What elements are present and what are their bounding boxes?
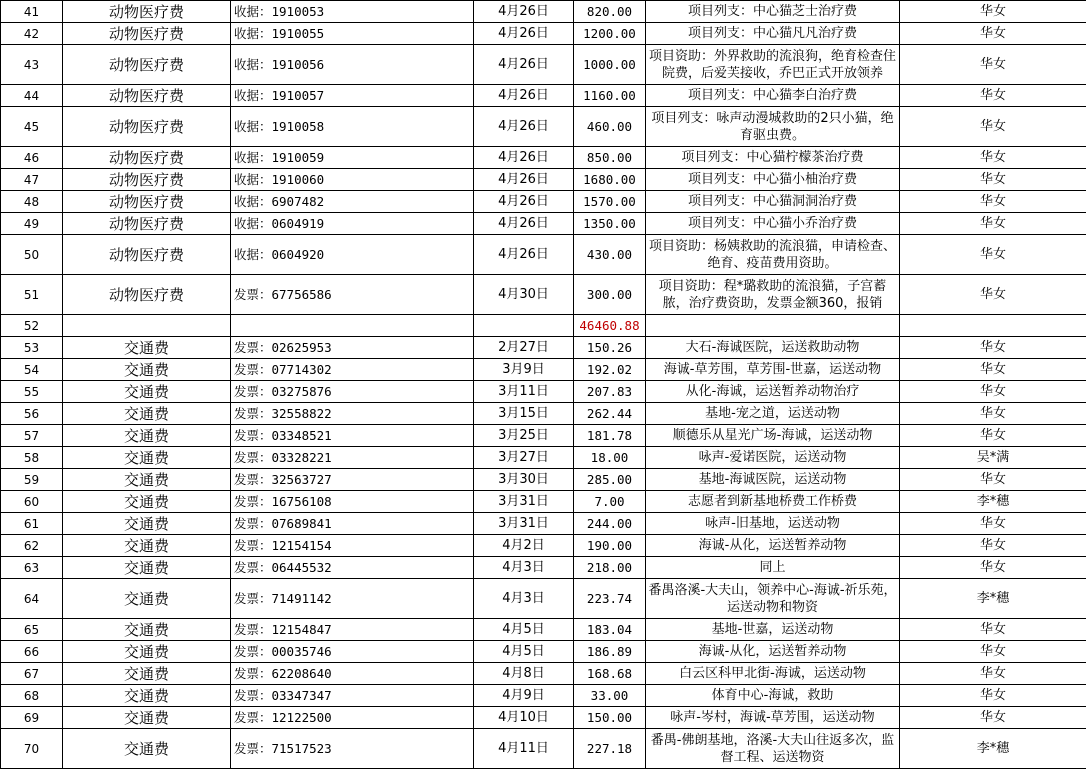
handler-cell[interactable]: 李*穗 [900,729,1086,769]
handler-cell[interactable]: 华女 [900,641,1086,663]
date-cell[interactable]: 3月25日 [474,425,574,447]
row-number-cell[interactable]: 43 [1,45,63,85]
table-row [1,1,1086,23]
amount-cell[interactable]: 223.74 [574,579,646,619]
date-cell[interactable]: 3月27日 [474,447,574,469]
description-cell[interactable]: 海诚-从化，运送暂养动物 [646,535,900,557]
row-number-cell[interactable]: 47 [1,169,63,191]
category-cell[interactable]: 交通费 [63,381,231,403]
row-number-cell[interactable]: 63 [1,557,63,579]
table-row [1,381,1086,403]
table-row [1,685,1086,707]
handler-cell[interactable]: 华女 [900,685,1086,707]
table-row [1,45,1086,85]
handler-cell[interactable]: 李*穗 [900,579,1086,619]
table-row [1,235,1086,275]
date-cell[interactable]: 4月30日 [474,275,574,315]
row-number-cell[interactable]: 55 [1,381,63,403]
description-cell[interactable]: 项目资助：外界救助的流浪狗，绝育检查住院费，后爱芙接收，乔巴正式开放领养 [646,45,900,85]
date-cell[interactable]: 4月26日 [474,213,574,235]
row-number-cell[interactable]: 49 [1,213,63,235]
amount-cell[interactable]: 300.00 [574,275,646,315]
amount-cell[interactable]: 1350.00 [574,213,646,235]
handler-cell[interactable]: 华女 [900,23,1086,45]
row-number-cell[interactable]: 65 [1,619,63,641]
amount-cell[interactable]: 183.04 [574,619,646,641]
amount-cell[interactable]: 207.83 [574,381,646,403]
table-row [1,579,1086,619]
row-number-cell[interactable]: 61 [1,513,63,535]
date-cell[interactable]: 4月26日 [474,235,574,275]
category-cell[interactable]: 交通费 [63,359,231,381]
date-cell[interactable]: 4月2日 [474,535,574,557]
category-cell[interactable]: 动物医疗费 [63,147,231,169]
receipt-number-cell[interactable]: 发票：00035746 [231,641,474,663]
category-cell[interactable]: 交通费 [63,403,231,425]
category-cell[interactable]: 交通费 [63,469,231,491]
table-row [1,147,1086,169]
handler-cell[interactable]: 华女 [900,557,1086,579]
date-cell[interactable]: 4月26日 [474,147,574,169]
handler-cell[interactable]: 华女 [900,191,1086,213]
description-cell[interactable]: 顺德乐从星光广场-海诚，运送动物 [646,425,900,447]
row-number-cell[interactable]: 48 [1,191,63,213]
date-cell[interactable]: 4月8日 [474,663,574,685]
category-cell[interactable]: 动物医疗费 [63,1,231,23]
table-row [1,641,1086,663]
receipt-number-cell[interactable]: 收据：1910055 [231,23,474,45]
amount-cell[interactable]: 1570.00 [574,191,646,213]
table-row [1,191,1086,213]
total-amount-cell[interactable]: 46460.88 [574,315,646,337]
category-cell[interactable]: 交通费 [63,425,231,447]
amount-cell[interactable]: 192.02 [574,359,646,381]
description-cell[interactable]: 项目资助：杨姨救助的流浪猫，申请检查、绝育、疫苗费用资助。 [646,235,900,275]
row-number-cell[interactable]: 41 [1,1,63,23]
description-cell[interactable]: 番禺-佛朗基地，洛溪-大夫山往返多次，监督工程、运送物资 [646,729,900,769]
description-cell[interactable]: 海诚-从化，运送暂养动物 [646,641,900,663]
description-cell[interactable]: 基地-世嘉，运送动物 [646,619,900,641]
row-number-cell[interactable]: 62 [1,535,63,557]
amount-cell[interactable]: 186.89 [574,641,646,663]
handler-cell[interactable]: 华女 [900,147,1086,169]
receipt-number-cell[interactable]: 发票：32563727 [231,469,474,491]
category-cell[interactable]: 动物医疗费 [63,235,231,275]
receipt-number-cell[interactable]: 收据：1910060 [231,169,474,191]
description-cell[interactable]: 白云区科甲北街-海诚，运送动物 [646,663,900,685]
receipt-number-cell[interactable]: 发票：06445532 [231,557,474,579]
receipt-number-cell[interactable]: 发票：07714302 [231,359,474,381]
table-row [1,513,1086,535]
handler-cell[interactable] [900,315,1086,337]
handler-cell[interactable]: 华女 [900,535,1086,557]
date-cell[interactable]: 3月30日 [474,469,574,491]
handler-cell[interactable]: 华女 [900,381,1086,403]
category-cell[interactable]: 交通费 [63,619,231,641]
description-cell[interactable]: 咏声-旧基地，运送动物 [646,513,900,535]
category-cell[interactable]: 动物医疗费 [63,169,231,191]
table-row [1,359,1086,381]
handler-cell[interactable]: 华女 [900,425,1086,447]
row-number-cell[interactable]: 60 [1,491,63,513]
amount-cell[interactable]: 1200.00 [574,23,646,45]
category-cell[interactable]: 动物医疗费 [63,213,231,235]
date-cell[interactable]: 4月26日 [474,107,574,147]
category-cell[interactable]: 动物医疗费 [63,275,231,315]
row-number-cell[interactable]: 42 [1,23,63,45]
table-row [1,663,1086,685]
date-cell[interactable]: 3月31日 [474,513,574,535]
description-cell[interactable]: 从化-海诚，运送暂养动物治疗 [646,381,900,403]
amount-cell[interactable]: 33.00 [574,685,646,707]
handler-cell[interactable]: 华女 [900,275,1086,315]
amount-cell[interactable]: 150.00 [574,707,646,729]
category-cell[interactable]: 交通费 [63,447,231,469]
table-row [1,213,1086,235]
date-cell[interactable]: 3月9日 [474,359,574,381]
amount-cell[interactable]: 1680.00 [574,169,646,191]
date-cell[interactable]: 4月26日 [474,45,574,85]
date-cell[interactable]: 4月5日 [474,641,574,663]
receipt-number-cell[interactable]: 收据：6907482 [231,191,474,213]
handler-cell[interactable]: 华女 [900,235,1086,275]
row-number-cell[interactable]: 64 [1,579,63,619]
handler-cell[interactable]: 华女 [900,337,1086,359]
table-row [1,707,1086,729]
row-number-cell[interactable]: 50 [1,235,63,275]
receipt-number-cell[interactable]: 发票：12122500 [231,707,474,729]
description-cell[interactable]: 番禺洛溪-大夫山，领养中心-海诚-祈乐苑，运送动物和物资 [646,579,900,619]
receipt-number-cell[interactable]: 收据：1910056 [231,45,474,85]
amount-cell[interactable]: 190.00 [574,535,646,557]
description-cell[interactable]: 基地-海诚医院，运送动物 [646,469,900,491]
receipt-number-cell[interactable]: 发票：03275876 [231,381,474,403]
amount-cell[interactable]: 1000.00 [574,45,646,85]
category-cell[interactable]: 交通费 [63,557,231,579]
handler-cell[interactable]: 华女 [900,107,1086,147]
handler-cell[interactable]: 华女 [900,169,1086,191]
handler-cell[interactable]: 华女 [900,619,1086,641]
date-cell[interactable]: 4月11日 [474,729,574,769]
handler-cell[interactable]: 华女 [900,85,1086,107]
handler-cell[interactable]: 华女 [900,1,1086,23]
handler-cell[interactable]: 华女 [900,707,1086,729]
category-cell[interactable]: 动物医疗费 [63,45,231,85]
row-number-cell[interactable]: 67 [1,663,63,685]
table-row [1,491,1086,513]
category-cell[interactable]: 动物医疗费 [63,85,231,107]
table-row [1,729,1086,769]
amount-cell[interactable]: 262.44 [574,403,646,425]
row-number-cell[interactable]: 56 [1,403,63,425]
date-cell[interactable]: 3月15日 [474,403,574,425]
description-cell[interactable]: 项目列支：中心猫小乔治疗费 [646,213,900,235]
description-cell[interactable]: 基地-宠之道，运送动物 [646,403,900,425]
amount-cell[interactable]: 850.00 [574,147,646,169]
description-cell[interactable]: 大石-海诚医院，运送救助动物 [646,337,900,359]
receipt-number-cell[interactable]: 收据：1910053 [231,1,474,23]
description-cell[interactable]: 咏声-爱诺医院，运送动物 [646,447,900,469]
category-cell[interactable]: 交通费 [63,663,231,685]
table-row [1,619,1086,641]
date-cell[interactable]: 2月27日 [474,337,574,359]
receipt-number-cell[interactable]: 收据：1910059 [231,147,474,169]
description-cell[interactable]: 同上 [646,557,900,579]
row-number-cell[interactable]: 46 [1,147,63,169]
table-row [1,85,1086,107]
category-cell[interactable]: 交通费 [63,535,231,557]
table-row [1,337,1086,359]
row-number-cell[interactable]: 44 [1,85,63,107]
description-cell[interactable]: 项目列支：中心猫洞洞治疗费 [646,191,900,213]
amount-cell[interactable]: 285.00 [574,469,646,491]
handler-cell[interactable]: 华女 [900,359,1086,381]
handler-cell[interactable]: 华女 [900,403,1086,425]
table-row [1,169,1086,191]
date-cell[interactable]: 4月26日 [474,169,574,191]
table-row [1,557,1086,579]
row-number-cell[interactable]: 52 [1,315,63,337]
date-cell[interactable]: 4月26日 [474,191,574,213]
row-number-cell[interactable]: 45 [1,107,63,147]
receipt-number-cell[interactable]: 发票：67756586 [231,275,474,315]
row-number-cell[interactable]: 59 [1,469,63,491]
table-row [1,535,1086,557]
handler-cell[interactable]: 华女 [900,663,1086,685]
amount-cell[interactable]: 430.00 [574,235,646,275]
date-cell[interactable]: 4月9日 [474,685,574,707]
handler-cell[interactable]: 李*穗 [900,491,1086,513]
receipt-number-cell[interactable]: 发票：12154154 [231,535,474,557]
category-cell[interactable]: 交通费 [63,707,231,729]
category-cell[interactable]: 交通费 [63,579,231,619]
receipt-number-cell[interactable]: 发票：03328221 [231,447,474,469]
date-cell[interactable]: 4月26日 [474,1,574,23]
table-row [1,403,1086,425]
handler-cell[interactable]: 华女 [900,213,1086,235]
amount-cell[interactable]: 218.00 [574,557,646,579]
amount-cell[interactable]: 1160.00 [574,85,646,107]
amount-cell[interactable]: 18.00 [574,447,646,469]
table-row [1,23,1086,45]
table-row [1,275,1086,315]
date-cell[interactable]: 4月26日 [474,23,574,45]
description-cell[interactable] [646,315,900,337]
receipt-number-cell[interactable]: 收据：0604920 [231,235,474,275]
amount-cell[interactable]: 168.68 [574,663,646,685]
amount-cell[interactable]: 181.78 [574,425,646,447]
amount-cell[interactable]: 7.00 [574,491,646,513]
date-cell[interactable]: 4月3日 [474,557,574,579]
amount-cell[interactable]: 460.00 [574,107,646,147]
description-cell[interactable]: 项目资助：程*璐救助的流浪猫，子宫蓄脓，治疗费资助，发票金额360，报销 [646,275,900,315]
row-number-cell[interactable]: 53 [1,337,63,359]
row-number-cell[interactable]: 57 [1,425,63,447]
receipt-number-cell[interactable]: 发票：16756108 [231,491,474,513]
date-cell[interactable] [474,315,574,337]
table-row [1,107,1086,147]
date-cell[interactable]: 3月11日 [474,381,574,403]
receipt-number-cell[interactable]: 发票：03348521 [231,425,474,447]
category-cell[interactable]: 动物医疗费 [63,107,231,147]
description-cell[interactable]: 志愿者到新基地桥费工作桥费 [646,491,900,513]
description-cell[interactable]: 海诚-草芳围，草芳围-世嘉，运送动物 [646,359,900,381]
category-cell[interactable]: 交通费 [63,491,231,513]
description-cell[interactable]: 项目列支：中心猫李白治疗费 [646,85,900,107]
receipt-number-cell[interactable]: 发票：71517523 [231,729,474,769]
date-cell[interactable]: 3月31日 [474,491,574,513]
description-cell[interactable]: 体育中心-海诚，救助 [646,685,900,707]
description-cell[interactable]: 项目列支：咏声动漫城救助的2只小猫，绝育驱虫费。 [646,107,900,147]
date-cell[interactable]: 4月3日 [474,579,574,619]
row-number-cell[interactable]: 68 [1,685,63,707]
amount-cell[interactable]: 227.18 [574,729,646,769]
table-body [1,1,1086,769]
description-cell[interactable]: 项目列支：中心猫芝士治疗费 [646,1,900,23]
category-cell[interactable]: 交通费 [63,729,231,769]
receipt-number-cell[interactable]: 发票：32558822 [231,403,474,425]
amount-cell[interactable]: 150.26 [574,337,646,359]
date-cell[interactable]: 4月26日 [474,85,574,107]
row-number-cell[interactable]: 69 [1,707,63,729]
amount-cell[interactable]: 820.00 [574,1,646,23]
handler-cell[interactable]: 华女 [900,513,1086,535]
receipt-number-cell[interactable]: 收据：0604919 [231,213,474,235]
receipt-number-cell[interactable]: 发票：62208640 [231,663,474,685]
handler-cell[interactable]: 华女 [900,45,1086,85]
category-cell[interactable] [63,315,231,337]
description-cell[interactable]: 咏声-岑村，海诚-草芳围，运送动物 [646,707,900,729]
row-number-cell[interactable]: 70 [1,729,63,769]
category-cell[interactable]: 交通费 [63,513,231,535]
receipt-number-cell[interactable]: 发票：71491142 [231,579,474,619]
amount-cell[interactable]: 244.00 [574,513,646,535]
category-cell[interactable]: 动物医疗费 [63,23,231,45]
receipt-number-cell[interactable]: 发票：07689841 [231,513,474,535]
description-cell[interactable]: 项目列支：中心猫凡凡治疗费 [646,23,900,45]
category-cell[interactable]: 动物医疗费 [63,191,231,213]
description-cell[interactable]: 项目列支：中心猫柠檬茶治疗费 [646,147,900,169]
table-row [1,469,1086,491]
category-cell[interactable]: 交通费 [63,685,231,707]
receipt-number-cell[interactable]: 收据：1910057 [231,85,474,107]
receipt-number-cell[interactable]: 收据：1910058 [231,107,474,147]
receipt-number-cell[interactable]: 发票：03347347 [231,685,474,707]
date-cell[interactable]: 4月5日 [474,619,574,641]
row-number-cell[interactable]: 51 [1,275,63,315]
receipt-number-cell[interactable]: 发票：12154847 [231,619,474,641]
description-cell[interactable]: 项目列支：中心猫小柚治疗费 [646,169,900,191]
date-cell[interactable]: 4月10日 [474,707,574,729]
category-cell[interactable]: 交通费 [63,641,231,663]
handler-cell[interactable]: 华女 [900,469,1086,491]
row-number-cell[interactable]: 58 [1,447,63,469]
table-row [1,315,1086,337]
category-cell[interactable]: 交通费 [63,337,231,359]
row-number-cell[interactable]: 66 [1,641,63,663]
row-number-cell[interactable]: 54 [1,359,63,381]
receipt-number-cell[interactable] [231,315,474,337]
table-row [1,425,1086,447]
receipt-number-cell[interactable]: 发票：02625953 [231,337,474,359]
handler-cell[interactable]: 吴*满 [900,447,1086,469]
table-row [1,447,1086,469]
